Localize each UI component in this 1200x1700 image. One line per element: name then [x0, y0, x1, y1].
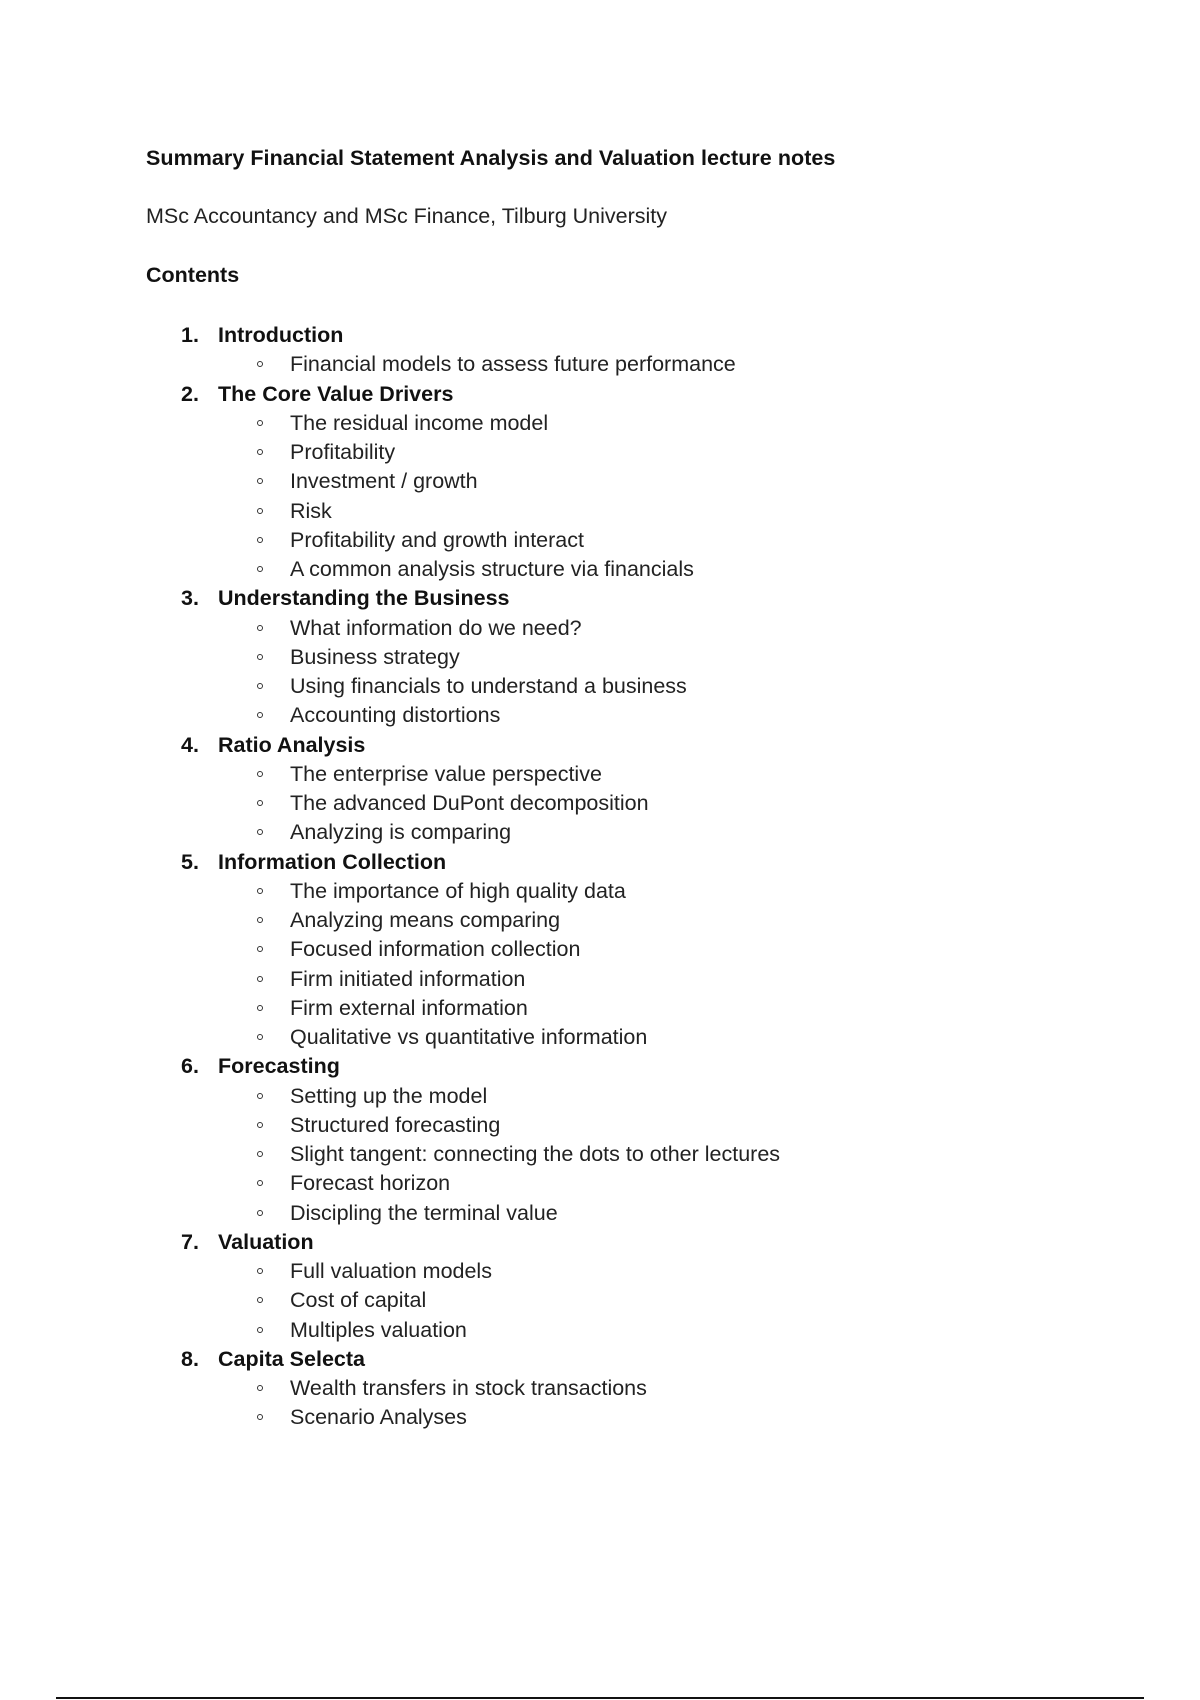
toc-list-item-text: The advanced DuPont decomposition — [290, 791, 649, 815]
toc-list-item-text: The importance of high quality data — [290, 878, 626, 903]
toc-section-number: 1. — [181, 323, 199, 347]
toc-list-item — [0, 555, 1200, 584]
hollow-circle-bullet-icon — [257, 1005, 263, 1011]
toc-section-title: Understanding the Business — [218, 586, 510, 611]
hollow-circle-bullet-icon — [257, 420, 263, 426]
toc-list-item — [0, 994, 1200, 1023]
toc-list-item-text: Multiples valuation — [290, 1317, 467, 1342]
toc-section — [0, 584, 1200, 730]
toc-list-item-text: Firm initiated information — [290, 966, 526, 991]
toc-list-item — [0, 1257, 1200, 1286]
toc-section-number: 2. — [181, 381, 199, 406]
toc-section — [0, 1052, 1200, 1228]
toc-list-item-text: Full valuation models — [290, 1259, 492, 1283]
hollow-circle-bullet-icon — [257, 800, 263, 806]
toc-list-item — [0, 1374, 1200, 1403]
toc-section-heading — [0, 321, 1200, 350]
hollow-circle-bullet-icon — [257, 1210, 263, 1216]
toc-list-item-text: Profitability and growth interact — [290, 527, 584, 552]
toc-list-item-text: Business strategy — [290, 644, 460, 669]
toc-list-item-text: Cost of capital — [290, 1288, 427, 1313]
hollow-circle-bullet-icon — [257, 976, 263, 982]
toc-list-item-text: Risk — [290, 498, 332, 523]
toc-section-title: Valuation — [218, 1229, 314, 1254]
toc-list-item-text: Discipling the terminal value — [290, 1200, 558, 1225]
toc-list-item — [0, 1082, 1200, 1111]
toc-list-item-text: Wealth transfers in stock transactions — [290, 1376, 647, 1400]
toc-list-item-text: Analyzing means comparing — [290, 908, 561, 932]
toc-list-item — [0, 935, 1200, 964]
toc-list-item — [0, 672, 1200, 701]
toc-list-item-text: Slight tangent: connecting the dots to other lectures — [290, 1142, 781, 1166]
toc-section — [0, 1345, 1200, 1433]
toc-section-number: 3. — [181, 586, 199, 611]
toc-section-title: Introduction — [218, 323, 344, 347]
toc-section-title: Forecasting — [218, 1054, 340, 1079]
toc-section — [0, 321, 1200, 380]
toc-section — [0, 848, 1200, 1053]
toc-list-item — [0, 760, 1200, 789]
hollow-circle-bullet-icon — [257, 1180, 263, 1186]
toc-list-item-text: Accounting distortions — [290, 703, 501, 728]
toc-list-item — [0, 965, 1200, 994]
hollow-circle-bullet-icon — [257, 537, 263, 543]
toc-section — [0, 731, 1200, 848]
toc-list-item-text: Profitability — [290, 440, 396, 464]
contents-heading: Contents — [146, 263, 240, 287]
toc-list-item-text: Using financials to understand a business — [290, 674, 687, 698]
toc-section-heading — [0, 380, 1200, 409]
hollow-circle-bullet-icon — [257, 625, 263, 631]
footer-divider — [56, 1697, 1144, 1699]
toc-list-item — [0, 1403, 1200, 1432]
toc-section — [0, 1228, 1200, 1345]
hollow-circle-bullet-icon — [257, 654, 263, 660]
toc-list-item — [0, 1316, 1200, 1345]
toc-list-item-text: Firm external information — [290, 995, 528, 1020]
hollow-circle-bullet-icon — [257, 683, 263, 689]
toc-list-item — [0, 1111, 1200, 1140]
toc-section-title: Ratio Analysis — [218, 732, 366, 757]
hollow-circle-bullet-icon — [257, 1414, 263, 1420]
hollow-circle-bullet-icon — [257, 1268, 263, 1274]
toc-list-item — [0, 1023, 1200, 1052]
toc-list-item — [0, 409, 1200, 438]
document-subtitle: MSc Accountancy and MSc Finance, Tilburg University — [146, 204, 667, 228]
hollow-circle-bullet-icon — [257, 1122, 263, 1128]
hollow-circle-bullet-icon — [257, 829, 263, 835]
hollow-circle-bullet-icon — [257, 449, 263, 455]
toc-list-item-text: What information do we need? — [290, 615, 582, 640]
toc-section-title: Capita Selecta — [218, 1346, 365, 1371]
toc-section-heading — [0, 584, 1200, 613]
toc-section-number: 5. — [181, 849, 199, 874]
hollow-circle-bullet-icon — [257, 712, 263, 718]
toc-section-title: Information Collection — [218, 849, 447, 874]
toc-list-item-text: Qualitative vs quantitative information — [290, 1025, 648, 1049]
hollow-circle-bullet-icon — [257, 566, 263, 572]
toc-section-heading — [0, 1345, 1200, 1374]
toc-section-heading — [0, 1228, 1200, 1257]
toc-section-number: 4. — [181, 732, 199, 757]
toc-section-heading — [0, 848, 1200, 877]
toc-section-number: 8. — [181, 1346, 199, 1371]
toc-list-item — [0, 1140, 1200, 1169]
toc-section-heading — [0, 731, 1200, 760]
toc-list-item-text: A common analysis structure via financials — [290, 557, 694, 581]
hollow-circle-bullet-icon — [257, 917, 263, 923]
hollow-circle-bullet-icon — [257, 1327, 263, 1333]
hollow-circle-bullet-icon — [257, 1385, 263, 1391]
toc-list-item — [0, 789, 1200, 818]
hollow-circle-bullet-icon — [257, 478, 263, 484]
toc-list-item-text: Investment / growth — [290, 469, 478, 494]
toc-list-item-text: Scenario Analyses — [290, 1405, 467, 1430]
toc-section-heading — [0, 1052, 1200, 1081]
toc-section-number: 6. — [181, 1054, 199, 1079]
toc-section — [0, 380, 1200, 585]
document-title: Summary Financial Statement Analysis and Valuation lecture notes — [146, 146, 836, 170]
hollow-circle-bullet-icon — [257, 508, 263, 514]
toc-list-item — [0, 467, 1200, 496]
hollow-circle-bullet-icon — [257, 771, 263, 777]
hollow-circle-bullet-icon — [257, 1034, 263, 1040]
hollow-circle-bullet-icon — [257, 1297, 263, 1303]
toc-section-title: The Core Value Drivers — [218, 381, 454, 406]
toc-list-item — [0, 614, 1200, 643]
toc-list-item-text: Forecast horizon — [290, 1171, 451, 1196]
hollow-circle-bullet-icon — [257, 888, 263, 894]
toc-list-item-text: Setting up the model — [290, 1083, 488, 1108]
hollow-circle-bullet-icon — [257, 361, 263, 367]
table-of-contents — [0, 321, 1200, 1433]
hollow-circle-bullet-icon — [257, 946, 263, 952]
toc-list-item-text: The residual income model — [290, 410, 549, 435]
toc-list-item-text: Focused information collection — [290, 937, 581, 962]
hollow-circle-bullet-icon — [257, 1151, 263, 1157]
toc-list-item — [0, 438, 1200, 467]
toc-list-item — [0, 497, 1200, 526]
toc-list-item — [0, 877, 1200, 906]
toc-list-item — [0, 1169, 1200, 1198]
toc-list-item — [0, 526, 1200, 555]
toc-list-item — [0, 906, 1200, 935]
hollow-circle-bullet-icon — [257, 1093, 263, 1099]
toc-list-item-text: Analyzing is comparing — [290, 820, 512, 845]
toc-section-number: 7. — [181, 1229, 199, 1254]
toc-list-item-text: Financial models to assess future performance — [290, 352, 736, 377]
toc-list-item — [0, 1199, 1200, 1228]
toc-list-item-text: Structured forecasting — [290, 1112, 501, 1137]
toc-list-item — [0, 350, 1200, 379]
toc-list-item — [0, 701, 1200, 730]
toc-list-item-text: The enterprise value perspective — [290, 761, 602, 786]
toc-list-item — [0, 643, 1200, 672]
toc-list-item — [0, 1286, 1200, 1315]
toc-list-item — [0, 818, 1200, 847]
